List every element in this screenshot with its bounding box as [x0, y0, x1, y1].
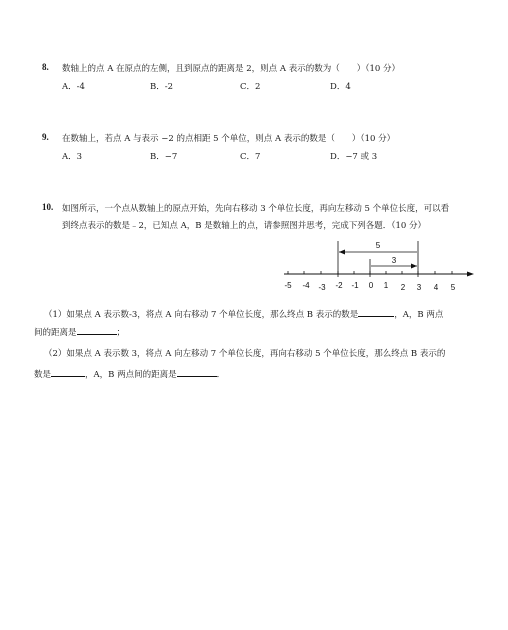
question-9-option-a: A．3	[62, 152, 83, 162]
question-10-part-1-line-1	[44, 307, 443, 320]
arrow-long-label: 5	[375, 241, 381, 250]
tick-label-2: 2	[400, 283, 406, 292]
part-2-distance-blank[interactable]	[177, 367, 217, 377]
question-8-option-c: C．2	[240, 82, 261, 92]
tick-label-minus-4: -4	[302, 281, 310, 290]
part-1-distance-blank[interactable]	[77, 325, 117, 335]
question-10-part-2-line-1: （2）如果点 A 表示数 3，将点 A 向左移动 7 个单位长度，再向右移动 5 个单位长度，那么终点 B 表示的	[44, 349, 446, 359]
tick-label-minus-5: -5	[284, 281, 292, 290]
arrow-short-head	[411, 264, 417, 269]
tick-label-minus-3: -3	[318, 283, 326, 292]
question-8-option-b: B．-2	[150, 82, 174, 92]
number-line-figure	[280, 238, 480, 296]
question-10-part-1-line-2	[34, 325, 125, 338]
question-10-stem-line-1: 如图所示，一个点从数轴上的原点开始，先向右移动 3 个单位长度，再向左移动 5 个单位长度，可以看	[62, 204, 450, 214]
question-10-part-2-line-2	[34, 367, 225, 380]
tick-label-1: 1	[383, 281, 389, 290]
question-10-number: 10.	[42, 202, 54, 212]
part-2-text-d: ．	[216, 370, 226, 380]
question-8-option-d: D．4	[330, 82, 351, 92]
question-10-stem-line-2: 到终点表示的数是﹣2，已知点 A，B 是数轴上的点，请参照图并思考，完成下列各题．（10 分）	[62, 221, 426, 231]
question-9-stem: 在数轴上，若点 A 与表示 −2 的点相距 5 个单位，则点 A 表示的数是（ ）（10 分）	[62, 134, 396, 144]
arrow-short-label: 3	[391, 256, 397, 265]
tick-label-5: 5	[450, 283, 456, 292]
tick-label-0: 0	[368, 281, 374, 290]
question-8-stem: 数轴上的点 A 在原点的左侧，且到原点的距离是 2，则点 A 表示的数为（ ）（10 分）	[62, 64, 400, 74]
part-2-text-c: ，A，B 两点间的距离是	[85, 370, 177, 380]
question-9-option-d: D．−7 或 3	[330, 152, 378, 162]
part-1-answer-b-blank[interactable]	[358, 307, 394, 317]
part-2-text-b: 数是	[34, 370, 52, 380]
part-1-text-c: 间的距离是	[34, 328, 77, 338]
part-2-answer-b-blank[interactable]	[51, 367, 85, 377]
question-9-number: 9.	[42, 132, 49, 142]
tick-label-4: 4	[433, 283, 439, 292]
question-8-option-a: A．-4	[62, 82, 85, 92]
part-1-text-b: ，A，B 两点	[394, 310, 444, 320]
tick-label-minus-1: -1	[351, 281, 359, 290]
arrow-long-head	[339, 250, 345, 255]
question-9-option-c: C．7	[240, 152, 261, 162]
question-8-number: 8.	[42, 62, 49, 72]
tick-label-minus-2: -2	[335, 281, 343, 290]
question-9-option-b: B．−7	[150, 152, 178, 162]
part-1-text-d: ；	[116, 328, 126, 338]
tick-label-3: 3	[416, 283, 422, 292]
axis-arrow-icon	[467, 272, 474, 277]
part-1-text-a: （1）如果点 A 表示数-3，将点 A 向右移动 7 个单位长度，那么终点 B 表示的数是	[44, 310, 359, 320]
